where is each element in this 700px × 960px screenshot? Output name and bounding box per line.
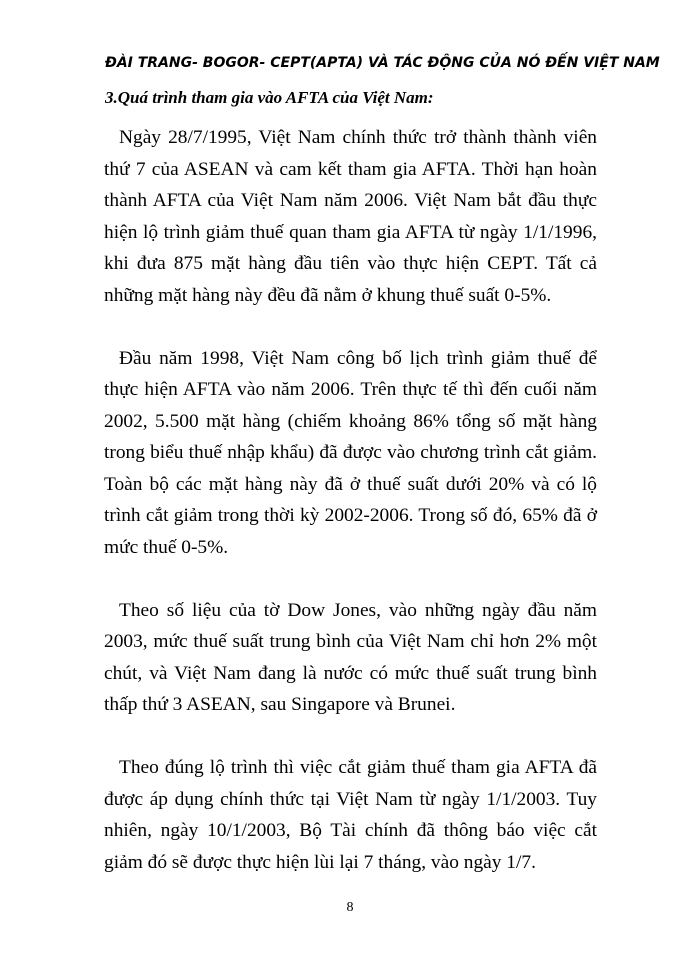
section-heading: 3.Quá trình tham gia vào AFTA của Việt Nam:	[105, 88, 434, 107]
paragraph-2: Đầu năm 1998, Việt Nam công bố lịch trình giảm thuế để thực hiện AFTA vào năm 2006. Trên thực tế thì đến cuối năm 2002, 5.500 mặt hàng (chiếm khoảng 86% tổng số mặt hàng trong biểu thuế nhập khẩu) đã được vào chương trình cắt giảm. Toàn bộ các mặt hàng này đã ở thuế suất dưới 20% và có lộ trình cắt giảm trong thời kỳ 2002-2006. Trong số đó, 65% đã ở mức thuế 0-5%.	[104, 347, 597, 558]
document-header: ĐÀI TRANG- BOGOR- CEPT(APTA) VÀ TÁC ĐỘNG CỦA NÓ ĐẾN VIỆT NAM	[105, 55, 660, 71]
paragraph-1: Ngày 28/7/1995, Việt Nam chính thức trở thành thành viên thứ 7 của ASEAN và cam kết tham gia AFTA. Thời hạn hoàn thành AFTA của Việt Nam năm 2006. Việt Nam bắt đầu thực hiện lộ trình giảm thuế quan tham gia AFTA từ ngày 1/1/1996, khi đưa 875 mặt hàng đầu tiên vào thực hiện CEPT. Tất cả những mặt hàng này đều đã nằm ở khung thuế suất 0-5%.	[104, 127, 597, 306]
page-number: 8	[346, 900, 354, 915]
paragraph-4: Theo đúng lộ trình thì việc cắt giảm thuế tham gia AFTA đã được áp dụng chính thức tại Việt Nam từ ngày 1/1/2003. Tuy nhiên, ngày 10/1/2003, Bộ Tài chính đã thông báo việc cắt giảm đó sẽ được thực hiện lùi lại 7 tháng, vào ngày 1/7.	[104, 757, 597, 873]
paragraph-3: Theo số liệu của tờ Dow Jones, vào những ngày đầu năm 2003, mức thuế suất trung bình của Việt Nam chỉ hơn 2% một chút, và Việt Nam đang là nước có mức thuế suất trung bình thấp thứ 3 ASEAN, sau Singapore và Brunei.	[104, 599, 597, 715]
body-text	[104, 122, 597, 910]
